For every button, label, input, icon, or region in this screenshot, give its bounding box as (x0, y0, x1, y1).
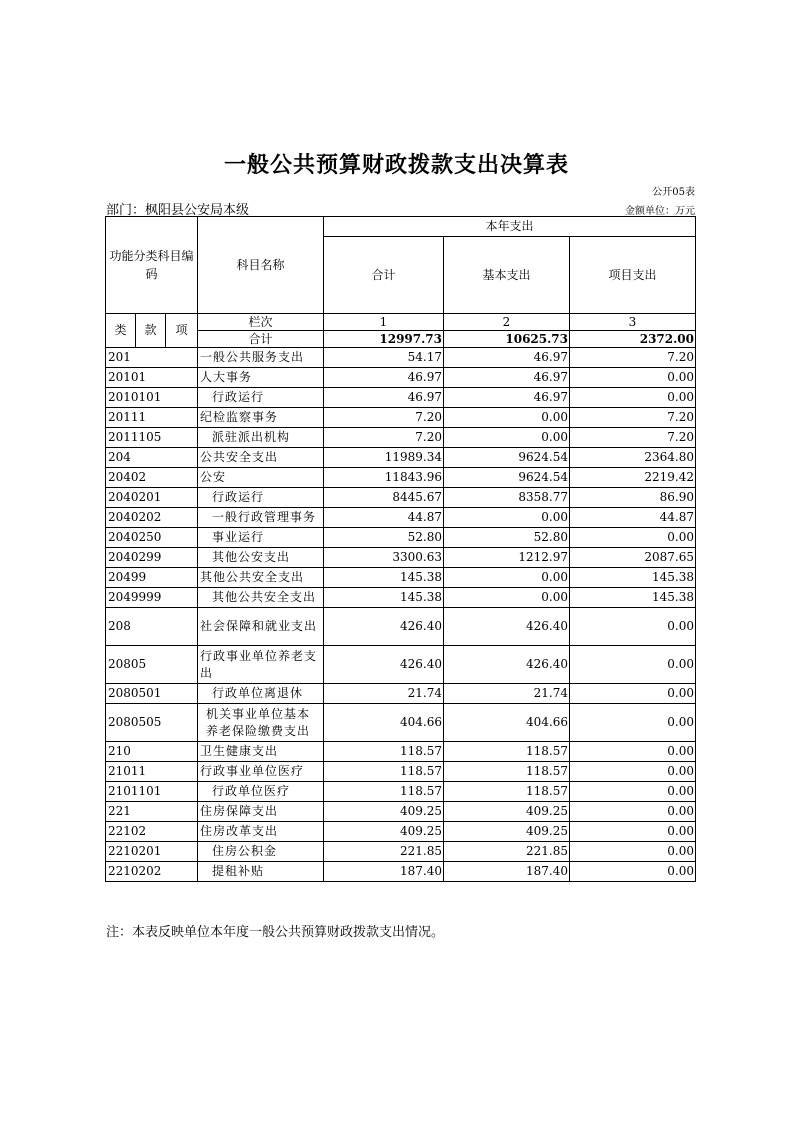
header-code: 功能分类科目编码 (106, 217, 198, 314)
row-basic: 0.00 (444, 508, 570, 528)
table-row (106, 704, 696, 742)
row-project: 145.38 (570, 588, 696, 608)
row-name: 行政单位医疗 (198, 782, 324, 802)
row-name: 行政运行 (198, 488, 324, 508)
row-name: 公安 (198, 468, 324, 488)
total-amount: 12997.73 (324, 331, 444, 348)
row-project: 2364.80 (570, 448, 696, 468)
row-total: 46.97 (324, 388, 444, 408)
row-basic: 426.40 (444, 646, 570, 684)
unit-label: 金额单位：万元 (625, 206, 695, 217)
row-basic: 0.00 (444, 428, 570, 448)
row-total: 7.20 (324, 428, 444, 448)
row-name: 事业运行 (198, 528, 324, 548)
table-row (106, 646, 696, 684)
row-total: 118.57 (324, 742, 444, 762)
row-basic: 187.40 (444, 862, 570, 882)
row-basic: 9624.54 (444, 448, 570, 468)
table-row (106, 368, 696, 388)
row-name: 行政事业单位养老支出 (198, 646, 324, 684)
row-name: 其他公安支出 (198, 548, 324, 568)
row-total: 426.40 (324, 608, 444, 646)
table-row (106, 684, 696, 704)
row-total: 409.25 (324, 822, 444, 842)
row-name: 人大事务 (198, 368, 324, 388)
row-name: 提租补贴 (198, 862, 324, 882)
row-project: 0.00 (570, 822, 696, 842)
row-basic: 426.40 (444, 608, 570, 646)
row-total: 44.87 (324, 508, 444, 528)
row-project: 44.87 (570, 508, 696, 528)
row-name: 行政单位离退休 (198, 684, 324, 704)
total-label: 合计 (198, 331, 324, 348)
row-code: 21011 (106, 762, 198, 782)
row-project: 0.00 (570, 762, 696, 782)
header-name: 科目名称 (198, 217, 324, 314)
header-lanci: 栏次 (198, 314, 324, 331)
table-row (106, 762, 696, 782)
row-code: 2040250 (106, 528, 198, 548)
row-code: 2040201 (106, 488, 198, 508)
total-basic: 10625.73 (444, 331, 570, 348)
header-col3: 3 (570, 314, 696, 331)
row-project: 7.20 (570, 348, 696, 368)
table-row (106, 842, 696, 862)
table-row (106, 448, 696, 468)
row-code: 201 (106, 348, 198, 368)
row-basic: 0.00 (444, 568, 570, 588)
row-name: 派驻派出机构 (198, 428, 324, 448)
row-project: 0.00 (570, 704, 696, 742)
row-name: 住房公积金 (198, 842, 324, 862)
department-label: 部门：枫阳县公安局本级 (106, 203, 250, 218)
row-name: 机关事业单位基本养老保险缴费支出 (198, 704, 324, 742)
table-row (106, 608, 696, 646)
table-row (106, 488, 696, 508)
row-total: 8445.67 (324, 488, 444, 508)
table-row (106, 802, 696, 822)
row-basic: 404.66 (444, 704, 570, 742)
row-code: 210 (106, 742, 198, 762)
table-row (106, 588, 696, 608)
row-project: 7.20 (570, 428, 696, 448)
row-code: 20805 (106, 646, 198, 684)
total-project: 2372.00 (570, 331, 696, 348)
row-code: 2011105 (106, 428, 198, 448)
row-basic: 46.97 (444, 348, 570, 368)
row-basic: 118.57 (444, 742, 570, 762)
header-lei: 类 (106, 314, 136, 348)
row-total: 3300.63 (324, 548, 444, 568)
header-row-3 (106, 314, 696, 331)
row-total: 7.20 (324, 408, 444, 428)
form-number: 公开05表 (652, 187, 695, 198)
table-row (106, 782, 696, 802)
row-name: 其他公共安全支出 (198, 568, 324, 588)
header-col2: 2 (444, 314, 570, 331)
table-row (106, 862, 696, 882)
row-basic: 9624.54 (444, 468, 570, 488)
table-row (106, 388, 696, 408)
table-row (106, 428, 696, 448)
row-name: 行政运行 (198, 388, 324, 408)
row-project: 86.90 (570, 488, 696, 508)
expenditure-table (105, 216, 696, 882)
row-project: 145.38 (570, 568, 696, 588)
row-name: 住房保障支出 (198, 802, 324, 822)
row-project: 0.00 (570, 802, 696, 822)
table-row (106, 468, 696, 488)
row-project: 7.20 (570, 408, 696, 428)
row-project: 0.00 (570, 862, 696, 882)
row-basic: 0.00 (444, 408, 570, 428)
table-row (106, 742, 696, 762)
row-code: 2080501 (106, 684, 198, 704)
row-total: 145.38 (324, 568, 444, 588)
row-name: 行政事业单位医疗 (198, 762, 324, 782)
row-code: 20499 (106, 568, 198, 588)
table-row (106, 348, 696, 368)
row-project: 0.00 (570, 608, 696, 646)
row-basic: 52.80 (444, 528, 570, 548)
row-total: 187.40 (324, 862, 444, 882)
table-row (106, 822, 696, 842)
header-total: 合计 (324, 237, 444, 314)
row-code: 2080505 (106, 704, 198, 742)
row-total: 54.17 (324, 348, 444, 368)
row-total: 145.38 (324, 588, 444, 608)
row-code: 2101101 (106, 782, 198, 802)
row-code: 20101 (106, 368, 198, 388)
row-basic: 409.25 (444, 822, 570, 842)
table-row (106, 548, 696, 568)
footnote: 注：本表反映单位本年度一般公共预算财政拨款支出情况。 (106, 925, 445, 940)
header-row-1 (106, 217, 696, 237)
row-basic: 8358.77 (444, 488, 570, 508)
row-project: 0.00 (570, 684, 696, 704)
row-project: 0.00 (570, 782, 696, 802)
row-total: 21.74 (324, 684, 444, 704)
row-basic: 409.25 (444, 802, 570, 822)
row-project: 2219.42 (570, 468, 696, 488)
row-total: 46.97 (324, 368, 444, 388)
row-basic: 1212.97 (444, 548, 570, 568)
table-row (106, 508, 696, 528)
row-total: 11843.96 (324, 468, 444, 488)
header-basic: 基本支出 (444, 237, 570, 314)
row-total: 409.25 (324, 802, 444, 822)
row-project: 0.00 (570, 368, 696, 388)
row-code: 2049999 (106, 588, 198, 608)
header-project: 项目支出 (570, 237, 696, 314)
row-project: 0.00 (570, 388, 696, 408)
header-current-year: 本年支出 (324, 217, 696, 237)
row-total: 426.40 (324, 646, 444, 684)
row-project: 0.00 (570, 646, 696, 684)
row-name: 住房改革支出 (198, 822, 324, 842)
row-code: 2040202 (106, 508, 198, 528)
row-basic: 221.85 (444, 842, 570, 862)
row-code: 204 (106, 448, 198, 468)
row-total: 404.66 (324, 704, 444, 742)
row-project: 2087.65 (570, 548, 696, 568)
row-name: 一般行政管理事务 (198, 508, 324, 528)
row-name: 纪检监察事务 (198, 408, 324, 428)
row-total: 52.80 (324, 528, 444, 548)
row-code: 2040299 (106, 548, 198, 568)
row-name: 一般公共服务支出 (198, 348, 324, 368)
row-total: 118.57 (324, 782, 444, 802)
row-name: 公共安全支出 (198, 448, 324, 468)
row-code: 221 (106, 802, 198, 822)
page-title: 一般公共预算财政拨款支出决算表 (223, 152, 569, 178)
row-basic: 118.57 (444, 762, 570, 782)
row-basic: 46.97 (444, 368, 570, 388)
row-code: 20402 (106, 468, 198, 488)
row-code: 2210202 (106, 862, 198, 882)
row-name: 社会保障和就业支出 (198, 608, 324, 646)
row-name: 其他公共安全支出 (198, 588, 324, 608)
header-col1: 1 (324, 314, 444, 331)
row-basic: 46.97 (444, 388, 570, 408)
row-code: 20111 (106, 408, 198, 428)
row-code: 2010101 (106, 388, 198, 408)
row-basic: 21.74 (444, 684, 570, 704)
table-row (106, 568, 696, 588)
row-code: 22102 (106, 822, 198, 842)
header-xiang: 项 (166, 314, 198, 348)
row-code: 2210201 (106, 842, 198, 862)
row-name: 卫生健康支出 (198, 742, 324, 762)
row-basic: 0.00 (444, 588, 570, 608)
row-total: 221.85 (324, 842, 444, 862)
table-row (106, 408, 696, 428)
row-total: 118.57 (324, 762, 444, 782)
row-total: 11989.34 (324, 448, 444, 468)
row-project: 0.00 (570, 742, 696, 762)
row-project: 0.00 (570, 842, 696, 862)
row-basic: 118.57 (444, 782, 570, 802)
row-code: 208 (106, 608, 198, 646)
header-kuan: 款 (136, 314, 166, 348)
row-project: 0.00 (570, 528, 696, 548)
table-row (106, 528, 696, 548)
